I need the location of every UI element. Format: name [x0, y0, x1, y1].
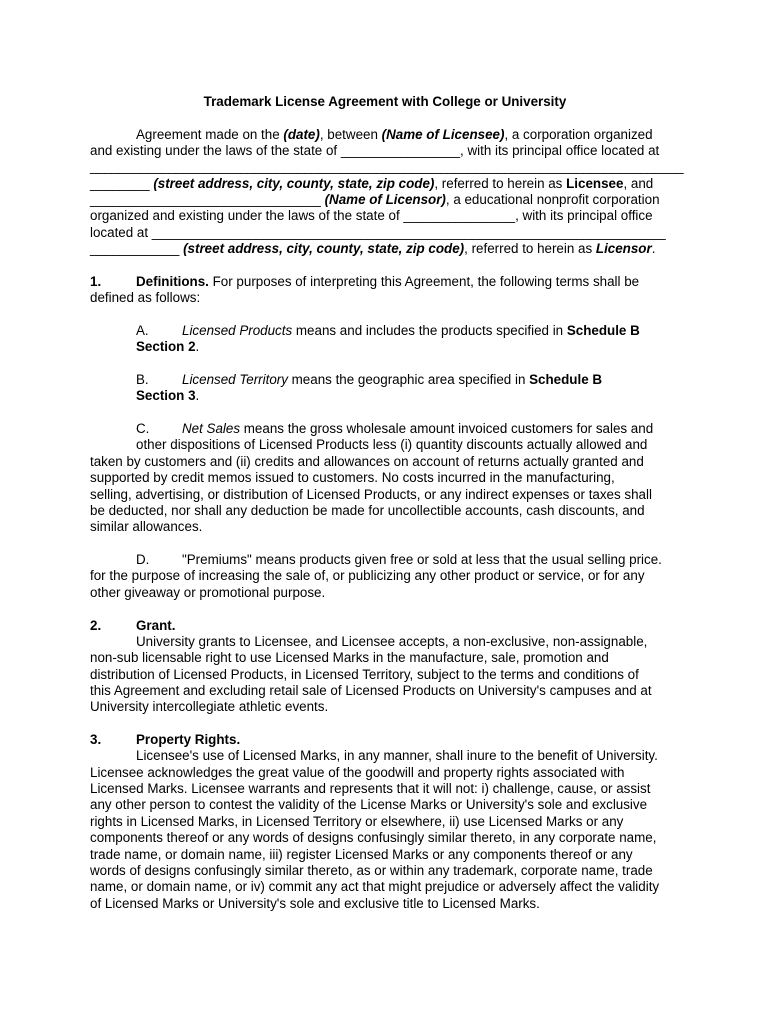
intro-line-4	[90, 176, 653, 192]
section-2-line-2: non-sub licensable right to use Licensed Marks in the manufacture, sale, promotion and	[90, 650, 609, 665]
intro-text: , and	[623, 176, 654, 191]
def-b-line-2	[136, 388, 199, 404]
heading-text: Property Rights.	[136, 732, 241, 747]
net-sales-term: Net Sales	[182, 421, 241, 436]
intro-text: , a educational nonprofit corporation	[445, 192, 660, 207]
document-title: Trademark License Agreement with College or University	[203, 94, 567, 109]
intro-text: Agreement made on the	[136, 127, 284, 142]
heading-text: Grant.	[136, 618, 176, 633]
address-label: (street address, city, county, state, zip code)	[183, 241, 465, 256]
def-c-line-5: selling, advertising, or distribution of Licensed Products, or any indirect expenses or taxes shall	[90, 487, 652, 502]
section-3-line-6: components thereof or any words of designs confusingly similar thereto, in any corporate name,	[90, 830, 657, 845]
def-c-line-1	[182, 421, 653, 437]
def-text: .	[195, 339, 200, 354]
section-2-line-5: University intercollegiate athletic events.	[90, 699, 329, 714]
section-2-line-4: this Agreement and excluding retail sale of Licensed Products on University's campuses and at	[90, 683, 652, 698]
def-c-line-4: supported by credit memos issued to customers. No costs incurred in the manufacturing,	[90, 470, 615, 485]
def-text: .	[195, 388, 200, 403]
section-3-line-10: of Licensed Marks or University's sole and exclusive title to Licensed Marks.	[90, 896, 540, 911]
section-3-number	[90, 732, 101, 748]
def-c-line-2: other dispositions of Licensed Products less (i) quantity discounts actually allowed and	[136, 437, 648, 452]
section-3-line-2: Licensee acknowledges the great value of the goodwill and property rights associated with	[90, 765, 625, 780]
def-a-line-2	[136, 339, 199, 355]
intro-text: , referred to herein as	[434, 176, 567, 191]
section-number: 2.	[90, 618, 102, 633]
intro-text: , referred to herein as	[464, 241, 596, 256]
section-1-line-2: defined as follows:	[90, 290, 201, 305]
intro-text: , between	[319, 127, 382, 142]
def-c-line-7: similar allowances.	[90, 519, 203, 534]
schedule-ref: Schedule B	[529, 372, 603, 387]
def-text: means the geographic area specified in	[287, 372, 530, 387]
section-number: 1.	[90, 274, 102, 289]
section-2-heading	[136, 618, 175, 634]
date-field-label: (date)	[283, 127, 320, 142]
intro-line-5	[90, 192, 660, 208]
def-d-line-3: other giveaway or promotional purpose.	[90, 585, 326, 600]
section-3-line-3: Licensed Marks. Licensee warrants and represents that it will not: i) challenge, cause, or assist	[90, 781, 651, 796]
blank: ________	[90, 176, 154, 191]
licensed-territory-term: Licensed Territory	[182, 372, 288, 387]
def-c-line-6: be deducted, nor shall any deduction be made for uncollectible accounts, cash discounts, and	[90, 503, 645, 518]
intro-line-2: and existing under the laws of the state of ________________, with its principal office located at	[90, 143, 660, 158]
section-ref: Section 2	[136, 339, 196, 354]
section-text: For purposes of interpreting this Agreement, the following terms shall be	[208, 274, 640, 289]
section-3-line-9: name, or domain name, or iv) commit any act that might prejudice or adversely affect the validity	[90, 879, 660, 894]
def-text: means the gross wholesale amount invoiced customers for sales and	[240, 421, 654, 436]
section-2-number	[90, 618, 101, 634]
def-a-letter: A.	[136, 323, 149, 338]
licensed-products-term: Licensed Products	[182, 323, 293, 338]
def-c-line-3: taken by customers and (ii) credits and allowances on account of returns actually granted and	[90, 454, 644, 469]
section-3-line-1: Licensee's use of Licensed Marks, in any manner, shall inure to the benefit of University.	[136, 748, 658, 763]
section-3-line-7: trade name, or domain name, iii) register Licensed Marks or any components thereof or any	[90, 847, 633, 862]
licensee-name-label: (Name of Licensee)	[381, 127, 505, 142]
intro-line-8	[90, 241, 655, 257]
section-ref: Section 3	[136, 388, 196, 403]
section-3-heading	[136, 732, 240, 748]
def-text: means and includes the products specified in	[292, 323, 567, 338]
section-1-heading: Definitions.	[136, 274, 209, 289]
blank: ____________	[90, 241, 184, 256]
section-1-line-1	[136, 274, 639, 290]
section-1-number	[90, 274, 101, 290]
def-d-line-1: "Premiums" means products given free or sold at less that the usual selling price.	[182, 552, 662, 567]
address-label: (street address, city, county, state, zip code)	[153, 176, 435, 191]
intro-line-6: organized and existing under the laws of the state of _______________, with its principal office	[90, 208, 653, 223]
intro-text: .	[651, 241, 656, 256]
def-c-letter: C.	[136, 421, 150, 436]
section-3-line-8: words of designs confusingly similar thereto, as or within any trademark, corporate name, trade	[90, 863, 653, 878]
section-3-line-5: rights in Licensed Marks, in Licensed Territory or elsewhere, ii) use Licensed Marks or any	[90, 814, 624, 829]
def-b-letter: B.	[136, 372, 149, 387]
intro-line-3-blank: ___________________________________________________________________________________	[90, 159, 684, 174]
licensor-name-label: (Name of Licensor)	[324, 192, 446, 207]
section-2-line-3: distribution of Licensed Products, in Licensed Territory, subject to the terms and conditions of	[90, 667, 639, 682]
intro-text: , a corporation organized	[504, 127, 653, 142]
section-3-line-4: any other person to contest the validity of the License Marks or University's sole and exclusive	[90, 797, 648, 812]
intro-line-7: located at _____________________________________________________________________	[90, 225, 666, 240]
def-a-line-1	[182, 323, 640, 339]
def-b-line-1	[182, 372, 602, 388]
blank: _______________________________	[90, 192, 325, 207]
intro-line-1	[136, 127, 653, 143]
licensor-term: Licensor	[595, 241, 652, 256]
licensee-term: Licensee	[566, 176, 624, 191]
def-d-letter: D.	[136, 552, 150, 567]
section-number: 3.	[90, 732, 102, 747]
schedule-ref: Schedule B	[566, 323, 640, 338]
def-d-line-2: for the purpose of increasing the sale of, or publicizing any other product or service, or for any	[90, 568, 645, 583]
section-2-line-1: University grants to Licensee, and Licensee accepts, a non-exclusive, non-assignable,	[136, 634, 648, 649]
